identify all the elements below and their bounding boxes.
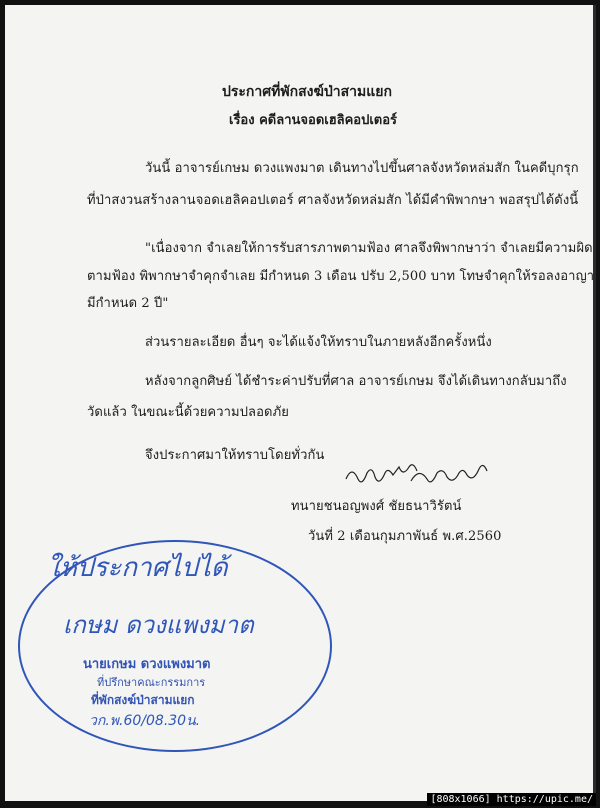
stamp-handwritten-date: วก.พ.60/08.30น. [89,713,201,729]
paragraph-2-line-3: มีกำหนด 2 ปี" [87,296,169,311]
document-title: ประกาศที่พักสงฆ์ป่าสามแยก [222,84,392,100]
paragraph-3-line-1: ส่วนรายละเอียด อื่นๆ จะได้แจ้งให้ทราบในภายหลังอีกครั้งหนึ่ง [145,335,492,350]
paragraph-5-line-1: จึงประกาศมาให้ทราบโดยทั่วกัน [145,448,325,463]
stamp-name: นายเกษม ดวงแพงมาต [83,657,211,672]
paragraph-4-line-1: หลังจากลูกศิษย์ ได้ชำระค่าปรับที่ศาล อาจารย์เกษม จึงได้เดินทางกลับมาถึง [145,374,567,389]
stamp-organization: ที่พักสงฆ์ป่าสามแยก [91,693,195,707]
stamp-handwritten-approval: ให้ประกาศไปได้ [47,553,228,583]
image-watermark: [808x1066] https://upic.me/ [427,793,596,806]
document-subject: เรื่อง คดีลานจอดเฮลิคอปเตอร์ [229,113,398,128]
stamp-role: ที่ปรึกษาคณะกรรมการ [97,676,206,689]
signature-date: วันที่ 2 เดือนกุมภาพันธ์ พ.ศ.2560 [308,529,502,544]
stamp-handwritten-name: เกษม ดวงแพงมาต [63,611,254,639]
document-page [5,5,596,801]
signature-name: ทนายชนอญพงศ์ ชัยธนาวิรัตน์ [291,499,462,514]
paragraph-4-line-2: วัดแล้ว ในขณะนี้ด้วยความปลอดภัย [87,405,289,420]
paragraph-1-line-1: วันนี้ อาจารย์เกษม ดวงแพงมาต เดินทางไปขึ้นศาลจังหวัดหล่มสัก ในคดีบุกรุก [145,161,579,176]
paragraph-2-line-2: ตามฟ้อง พิพากษาจำคุกจำเลย มีกำหนด 3 เดือน ปรับ 2,500 บาท โทษจำคุกให้รอลงอาญา [87,269,595,284]
paragraph-1-line-2: ที่ป่าสงวนสร้างลานจอดเฮลิคอปเตอร์ ศาลจังหวัดหล่มสัก ได้มีคำพิพากษา พอสรุปได้ดังนี้ [87,193,579,208]
handwritten-signature [341,461,541,491]
paragraph-2-line-1: "เนื่องจาก จำเลยให้การรับสารภาพตามฟ้อง ศาลจึงพิพากษาว่า จำเลยมีความผิด [145,241,593,256]
